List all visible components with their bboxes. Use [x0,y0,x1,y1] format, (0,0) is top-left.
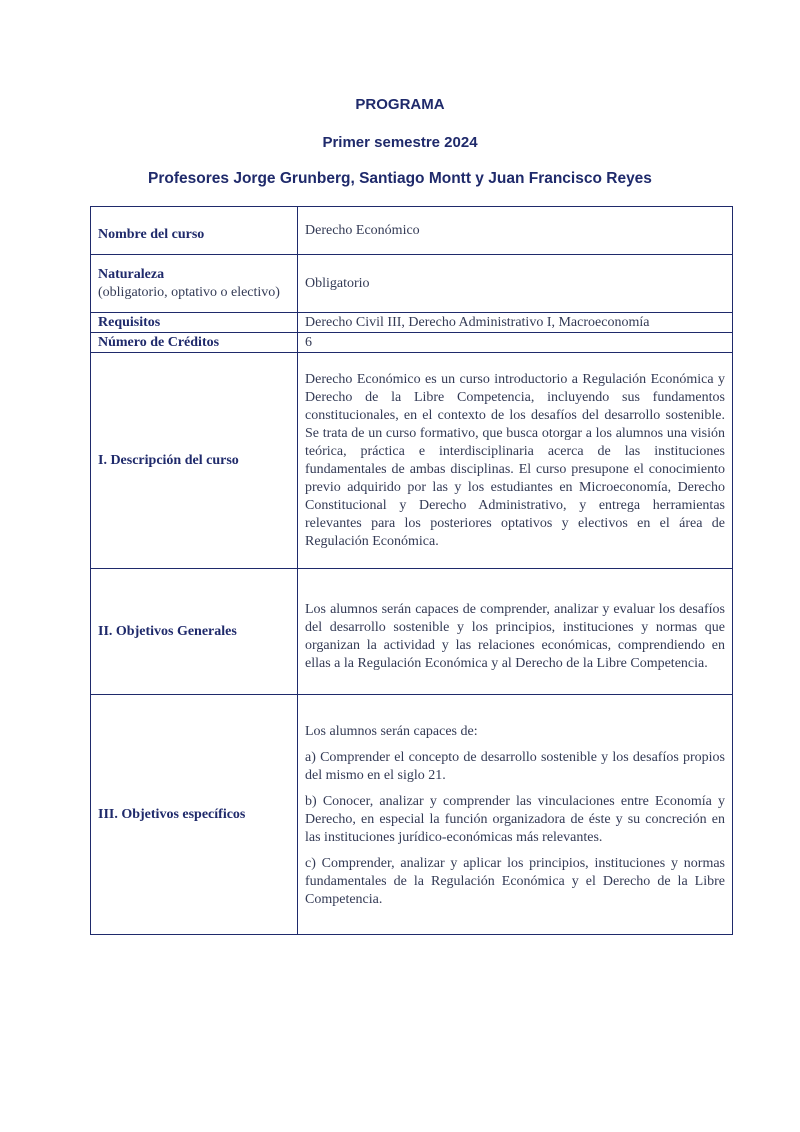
table-row [91,333,733,353]
specific-objectives-intro: Los alumnos serán capaces de: [305,723,478,739]
nature-label-cell [91,255,298,313]
professors-heading: Profesores Jorge Grunberg, Santiago Montt y Juan Francisco Reyes [148,170,652,187]
nature-label: Naturaleza [98,266,165,282]
specific-objectives-label: III. Objetivos específicos [91,695,298,935]
course-name-label: Nombre del curso [91,207,298,255]
semester-heading: Primer semestre 2024 [322,134,478,151]
description-value: Derecho Económico es un curso introductorio a Regulación Económica y Derecho de la Libre Competencia, incluyendo sus fundamentos constitucionales, en el contexto de los desafíos del desarrollo sostenible. Se trata de un curso formativo, que busca otorgar a los alumnos una visión teórica, práctica e interdisciplinaria acerca de las instituciones fundamentales de ambas disciplinas. El curso presupone el conocimiento previo adquirido por las y los estudiantes en Microeconomía, Derecho Constitucional y Derecho Administrativo, y entrega herramientas relevantes para los posteriores optativos y electivos en el área de Regulación Económica. [298,353,733,569]
specific-objective-c: c) Comprender, analizar y aplicar los principios, instituciones y normas fundamentales de la Regulación Económica y el Derecho de la Libre Competencia. [305,855,725,907]
general-objectives-label: II. Objetivos Generales [91,569,298,695]
table-row [91,695,733,935]
document-title: PROGRAMA [355,96,445,113]
specific-objective-b: b) Conocer, analizar y comprender las vinculaciones entre Economía y Derecho, en especial la función organizadora de éste y su concreción en las instituciones jurídico-económicas más relevantes. [305,793,725,845]
description-label: I. Descripción del curso [91,353,298,569]
nature-sublabel: (obligatorio, optativo o electivo) [98,284,280,300]
table-row [91,353,733,569]
table-row [91,569,733,695]
nature-value: Obligatorio [298,255,733,313]
requirements-value: Derecho Civil III, Derecho Administrativo I, Macroeconomía [298,313,733,333]
general-objectives-value: Los alumnos serán capaces de comprender, analizar y evaluar los desafíos del desarrollo sostenible y los principios, instituciones y normas que organizan la actividad y las relaciones económicas, comprendiendo en ellas a la Regulación Económica y al Derecho de la Libre Competencia. [298,569,733,695]
table-row [91,313,733,333]
requirements-label: Requisitos [91,313,298,333]
specific-objectives-cell [298,695,733,935]
table-row [91,207,733,255]
course-name-value: Derecho Económico [298,207,733,255]
specific-objective-a: a) Comprender el concepto de desarrollo sostenible y los desafíos propios del mismo en el siglo 21. [305,749,725,783]
course-info-table [90,206,733,935]
credits-value: 6 [298,333,733,353]
credits-label: Número de Créditos [91,333,298,353]
table-row [91,255,733,313]
